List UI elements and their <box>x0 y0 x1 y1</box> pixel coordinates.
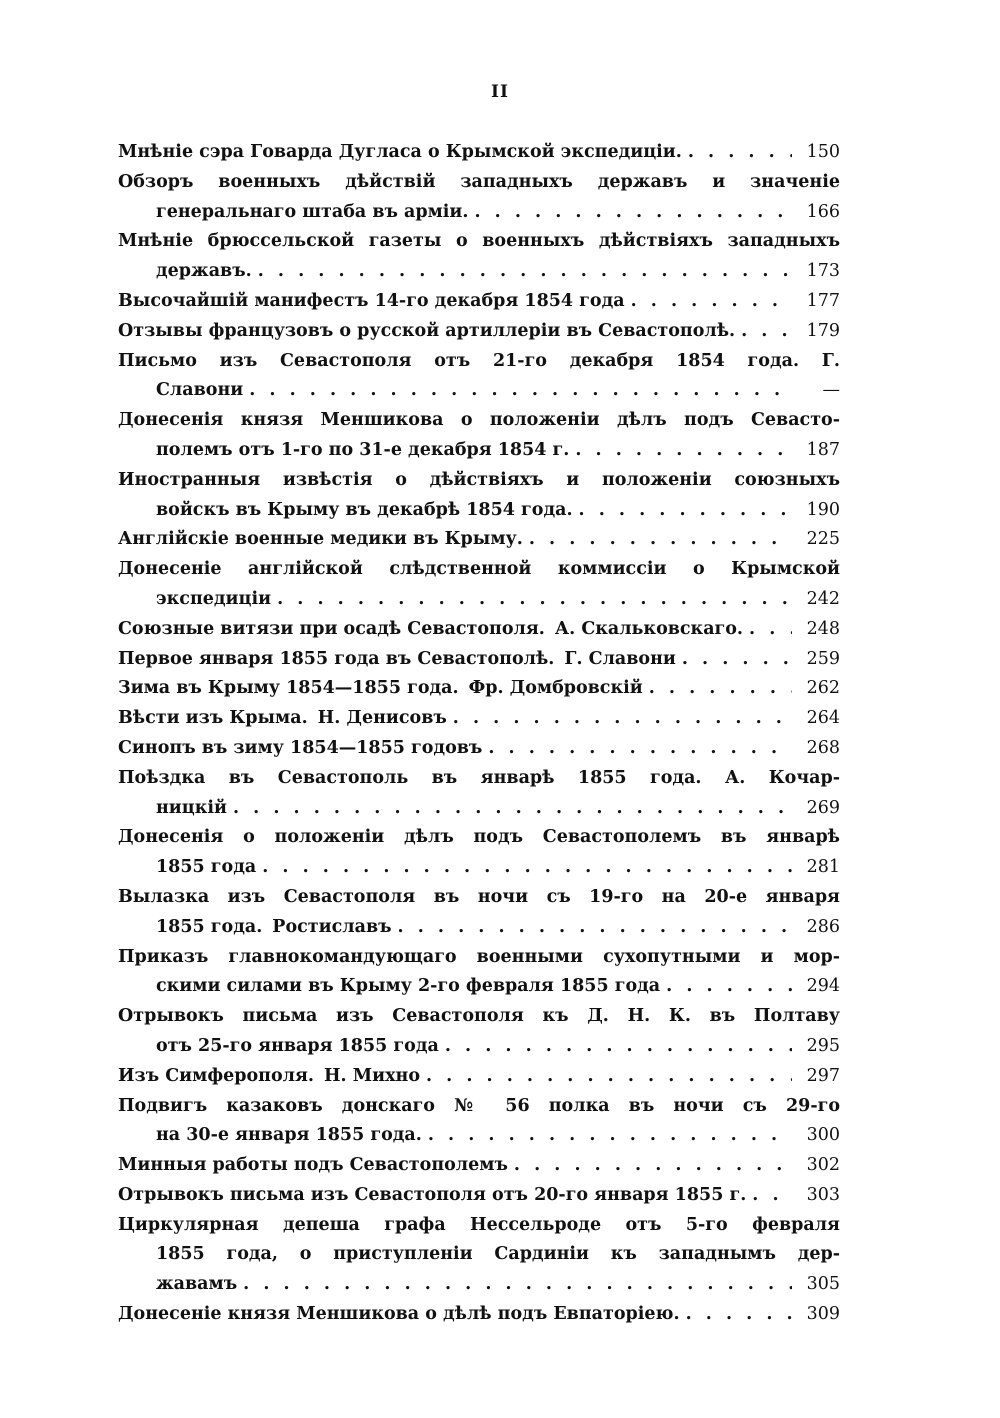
toc-entry <box>118 287 840 317</box>
toc-entry-title: Письмо изъ Севастополя отъ 21-го декабря 1854 года. Г. <box>118 350 840 371</box>
toc-entry-page: 269 <box>806 797 840 818</box>
toc-entry-line <box>118 1211 840 1241</box>
toc-entry-page: 302 <box>806 1155 840 1176</box>
toc-entry-line <box>118 138 840 168</box>
toc-entry-author: Ростиславъ <box>272 916 392 937</box>
page-number: II <box>491 82 509 102</box>
toc-entry-page: 190 <box>806 499 840 520</box>
toc-entry <box>118 823 840 883</box>
dot-leaders <box>426 1062 792 1092</box>
toc-entry-page: 297 <box>806 1065 840 1086</box>
toc-entry-line <box>118 883 840 913</box>
toc-entry-page: 286 <box>806 916 840 937</box>
toc-entry-title: Мнѣніе сэра Говарда Дугласа о Крымской экспедиціи. <box>118 142 682 162</box>
dot-leaders <box>649 674 792 704</box>
toc-entry-line <box>118 198 840 228</box>
toc-entry <box>118 525 840 555</box>
toc-entry-author: А. Скальковскаго. <box>554 618 744 639</box>
toc-entry <box>118 645 840 675</box>
toc-entry-page: 309 <box>806 1304 840 1325</box>
toc-entry-title: Донесеніе князя Меншикова о дѣлѣ подъ Евпаторіею. <box>118 1304 680 1325</box>
toc-entry <box>118 347 840 407</box>
toc-entry <box>118 734 840 764</box>
toc-entry-title: генеральнаго штаба въ арміи. <box>156 201 469 222</box>
dot-leaders <box>445 1032 792 1062</box>
dot-leaders <box>488 734 792 764</box>
dot-leaders <box>258 257 792 287</box>
toc-entry <box>118 466 840 526</box>
toc-entry-line <box>118 317 840 347</box>
dot-leaders <box>233 794 792 824</box>
toc-entry-title: Приказъ главнокомандующаго военными сухопутными и мор- <box>118 946 840 967</box>
toc-entry <box>118 317 840 347</box>
toc-entry-line <box>118 287 840 317</box>
toc-entry-title: скими силами въ Крыму 2-го февраля 1855 года <box>156 976 661 997</box>
toc-entry-page: 179 <box>806 320 840 341</box>
dot-leaders <box>752 1181 792 1211</box>
toc-entry-title: державъ. <box>156 261 252 282</box>
toc-entry-line <box>118 466 840 496</box>
toc-entry-page: 150 <box>806 142 840 162</box>
toc-entry-title: полемъ отъ 1-го по 31-е декабря 1854 г. <box>156 439 570 460</box>
toc-entry-page: 242 <box>806 588 840 609</box>
toc-entry <box>118 615 840 645</box>
toc-entry-line <box>118 168 840 198</box>
toc-entry-title: Мнѣніе брюссельской газеты о военныхъ дѣйствіяхъ западныхъ <box>118 231 840 252</box>
toc-entry <box>118 1181 840 1211</box>
toc-entry-line <box>118 1062 840 1092</box>
toc-entry-title: Отрывокъ письма изъ Севастополя отъ 20-го января 1855 г. <box>118 1184 747 1205</box>
toc-entry-title: войскъ въ Крыму въ декабрѣ 1854 года. <box>156 499 573 520</box>
dot-leaders <box>453 704 792 734</box>
toc-entry-line <box>118 406 840 436</box>
toc-entry-title: Донесенія князя Меншикова о положеніи дѣлъ подъ Севасто- <box>118 410 840 431</box>
toc-entry-title: Отзывы французовъ о русской артиллеріи въ Севастополѣ. <box>118 320 736 341</box>
dot-leaders <box>749 615 792 645</box>
dot-leaders <box>529 525 792 555</box>
toc-entry-page: 166 <box>806 201 840 222</box>
toc-entry-title: Славони <box>156 380 244 401</box>
toc-entry-page: 248 <box>806 618 840 639</box>
toc-entry-title: Изъ Симферополя. <box>118 1065 314 1086</box>
toc-entry-page: 177 <box>806 290 840 311</box>
toc-entry-title: Обзоръ военныхъ дѣйствій западныхъ державъ и значеніе <box>118 171 840 192</box>
dot-leaders <box>631 287 792 317</box>
toc-entry-line <box>118 674 840 704</box>
dot-leaders <box>514 1151 792 1181</box>
toc-entry-title: жавамъ <box>156 1274 238 1295</box>
toc-entry-line <box>118 585 840 615</box>
toc-entry <box>118 1211 840 1300</box>
dot-leaders <box>277 585 792 615</box>
toc-entry-line <box>118 615 840 645</box>
toc-entry-title: Англійскіе военные медики въ Крыму. <box>118 529 523 550</box>
toc-entry-line <box>118 734 840 764</box>
toc-entry-title: Отрывокъ письма изъ Севастополя къ Д. Н. К. въ Полтаву <box>118 1006 840 1027</box>
dot-leaders <box>262 853 792 883</box>
toc-entry-title: 1855 года. <box>156 916 263 937</box>
toc-entry-page: 264 <box>806 708 840 729</box>
toc-entry-title: экспедиціи <box>156 588 272 609</box>
toc-entry <box>118 943 840 1003</box>
toc-entry <box>118 1151 840 1181</box>
toc-entry <box>118 555 840 615</box>
dot-leaders <box>428 1121 792 1151</box>
table-of-contents <box>118 138 840 1330</box>
toc-entry-author: Г. Славони <box>564 648 676 669</box>
toc-entry <box>118 1002 840 1062</box>
toc-entry-page: 268 <box>806 737 840 758</box>
toc-entry-title: Синопъ въ зиму 1854—1855 годовъ <box>118 737 483 758</box>
toc-entry-page: 294 <box>806 976 840 997</box>
toc-entry-line <box>118 764 840 794</box>
dot-leaders <box>475 198 793 228</box>
toc-entry <box>118 764 840 824</box>
toc-entry-title: Вѣсти изъ Крыма. <box>118 708 308 729</box>
toc-entry-line <box>118 704 840 734</box>
toc-entry-title: 1855 года, о приступленіи Сардиніи къ западнымъ дер- <box>156 1244 840 1265</box>
toc-entry-page: 281 <box>806 857 840 878</box>
toc-entry-line <box>118 227 840 257</box>
toc-entry-title: Высочайшій манифестъ 14-го декабря 1854 года <box>118 290 625 311</box>
dot-leaders <box>686 1300 792 1330</box>
toc-entry <box>118 138 840 168</box>
toc-entry-line <box>118 1151 840 1181</box>
toc-entry-line <box>118 496 840 526</box>
toc-entry-page: — <box>822 380 840 401</box>
dot-leaders <box>249 376 792 406</box>
toc-entry-title: Поѣздка въ Севастополь въ январѣ 1855 года. А. Кочар- <box>118 767 840 788</box>
toc-entry-line <box>118 376 840 406</box>
toc-entry <box>118 674 840 704</box>
toc-entry <box>118 704 840 734</box>
dot-leaders <box>579 496 792 526</box>
toc-entry-title: Донесенія о положеніи дѣлъ подъ Севастополемъ въ январѣ <box>118 827 840 848</box>
toc-entry-line <box>118 1240 840 1270</box>
toc-entry-line <box>118 853 840 883</box>
toc-entry-line <box>118 794 840 824</box>
toc-entry-line <box>118 1032 840 1062</box>
toc-entry-title: ницкій <box>156 797 227 818</box>
toc-entry-title: отъ 25-го января 1855 года <box>156 1035 439 1056</box>
toc-entry-page: 300 <box>806 1125 840 1146</box>
toc-entry-page: 262 <box>806 678 840 699</box>
dot-leaders <box>575 436 792 466</box>
toc-entry-title: Первое января 1855 года въ Севастополѣ. <box>118 648 555 669</box>
toc-entry-line <box>118 943 840 973</box>
dot-leaders <box>682 645 792 675</box>
toc-entry-line <box>118 1092 840 1122</box>
toc-entry-title: Циркулярная депеша графа Нессельроде отъ 5-го февраля <box>118 1214 840 1235</box>
toc-entry <box>118 168 840 228</box>
toc-entry-line <box>118 555 840 585</box>
dot-leaders <box>666 972 792 1002</box>
toc-entry-title: Вылазка изъ Севастополя въ ночи съ 19-го на 20-е января <box>118 886 840 907</box>
toc-entry-title: на 30-е января 1855 года. <box>156 1125 422 1146</box>
toc-entry-author: Фр. Домбровскій <box>468 678 643 699</box>
toc-entry-title: 1855 года <box>156 857 257 878</box>
toc-entry-title: Зима въ Крыму 1854—1855 года. <box>118 678 459 699</box>
toc-entry-title: Союзные витязи при осадѣ Севастополя. <box>118 618 545 639</box>
toc-entry-line <box>118 645 840 675</box>
toc-entry-page: 259 <box>806 648 840 669</box>
toc-entry-page: 225 <box>806 529 840 550</box>
toc-entry-line <box>118 1270 840 1300</box>
toc-entry-title: Иностранныя извѣстія о дѣйствіяхъ и положеніи союзныхъ <box>118 469 840 490</box>
toc-entry <box>118 406 840 466</box>
dot-leaders <box>398 913 792 943</box>
toc-entry-line <box>118 1002 840 1032</box>
toc-entry-line <box>118 1121 840 1151</box>
toc-entry-line <box>118 1300 840 1330</box>
toc-entry <box>118 883 840 943</box>
toc-entry-author: Н. Михно <box>324 1065 420 1086</box>
dot-leaders <box>243 1270 792 1300</box>
toc-entry-author: Н. Денисовъ <box>317 708 447 729</box>
toc-entry <box>118 1092 840 1152</box>
toc-entry-line <box>118 257 840 287</box>
toc-entry-page: 173 <box>806 261 840 282</box>
toc-entry-line <box>118 436 840 466</box>
toc-entry-line <box>118 972 840 1002</box>
toc-entry-page: 305 <box>806 1274 840 1295</box>
toc-entry-line <box>118 913 840 943</box>
toc-entry <box>118 1062 840 1092</box>
toc-entry-line <box>118 1181 840 1211</box>
toc-entry-page: 303 <box>806 1184 840 1205</box>
toc-entry-line <box>118 525 840 555</box>
toc-entry-line <box>118 347 840 377</box>
toc-entry-line <box>118 823 840 853</box>
toc-entry-title: Подвигъ казаковъ донскаго № 56 полка въ ночи съ 29-го <box>118 1095 840 1116</box>
toc-entry-title: Донесеніе англійской слѣдственной коммиссіи о Крымской <box>118 559 840 580</box>
toc-entry-page: 187 <box>806 439 840 460</box>
toc-entry <box>118 1300 840 1330</box>
dot-leaders <box>688 138 792 168</box>
toc-entry-page: 295 <box>806 1035 840 1056</box>
toc-entry-title: Минныя работы подъ Севастополемъ <box>118 1155 508 1176</box>
toc-entry <box>118 227 840 287</box>
dot-leaders <box>741 317 792 347</box>
